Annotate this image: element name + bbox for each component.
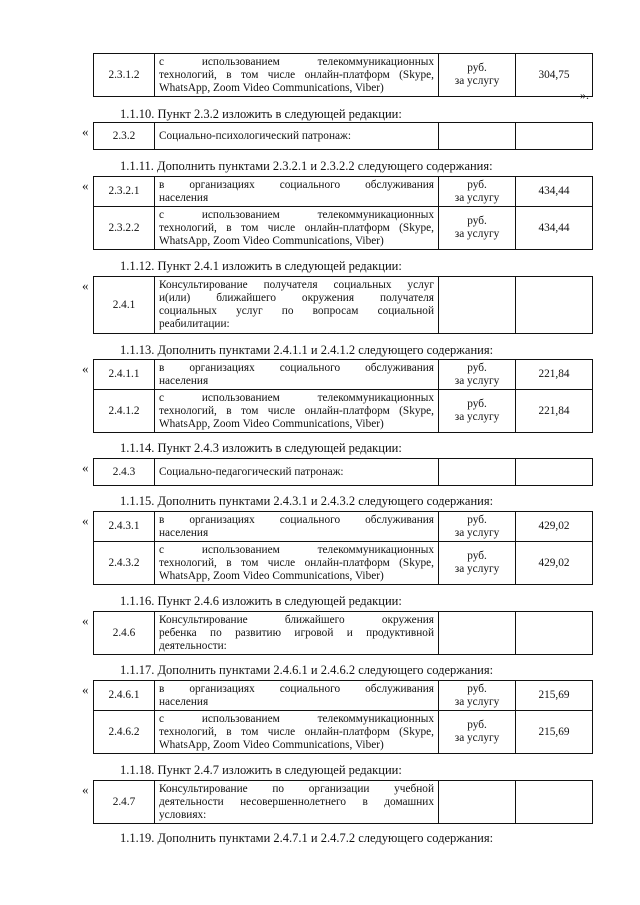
table-row [94, 360, 593, 390]
table-row [94, 711, 593, 754]
description-cell: в организациях социального обслуживания населения [155, 512, 439, 542]
opening-quote: « [82, 460, 89, 475]
paragraph-1-1-17: 1.1.17. Дополнить пунктами 2.4.6.1 и 2.4.6.2 следующего содержания: [120, 663, 494, 677]
price-cell: 429,02 [516, 542, 593, 585]
table-rows-2-3-2 [93, 176, 593, 250]
description-cell: Социально-педагогический патронаж: [155, 459, 439, 486]
code-cell: 2.4.1 [94, 277, 155, 334]
table-row [94, 512, 593, 542]
paragraph-1-1-19: 1.1.19. Дополнить пунктами 2.4.7.1 и 2.4.7.2 следующего содержания: [120, 831, 494, 845]
code-cell: 2.3.2 [94, 123, 155, 150]
unit-cell: руб. за услугу [439, 360, 516, 390]
description-cell: Консультирование по организации учебной деятельности несовершеннолетнего в домашних условиях: [155, 781, 439, 824]
table-row [94, 390, 593, 433]
description-cell: с использованием телекоммуникационных технологий, в том числе онлайн-платформ (Skype, WhatsApp, Zoom Video Communications, Viber) [155, 542, 439, 585]
unit-cell: руб. за услугу [439, 512, 516, 542]
table-row-2-3-1-2 [93, 53, 593, 97]
opening-quote: « [82, 682, 89, 697]
closing-quote: ». [580, 88, 589, 102]
code-cell: 2.4.6.1 [94, 681, 155, 711]
table-row-2-4-1 [93, 276, 593, 334]
table-rows-2-4-3 [93, 511, 593, 585]
code-cell: 2.3.1.2 [94, 54, 155, 97]
paragraph-1-1-14: 1.1.14. Пункт 2.4.3 изложить в следующей редакции: [120, 441, 402, 455]
table-row-2-3-2 [93, 122, 593, 150]
unit-cell [439, 612, 516, 655]
price-cell: 304,75 [516, 54, 593, 97]
description-cell: Социально-психологический патронаж: [155, 123, 439, 150]
opening-quote: « [82, 124, 89, 139]
code-cell: 2.4.6 [94, 612, 155, 655]
unit-cell [439, 459, 516, 486]
opening-quote: « [82, 782, 89, 797]
opening-quote: « [82, 513, 89, 528]
unit-cell: руб. за услугу [439, 390, 516, 433]
paragraph-1-1-15: 1.1.15. Дополнить пунктами 2.4.3.1 и 2.4.3.2 следующего содержания: [120, 494, 494, 508]
opening-quote: « [82, 278, 89, 293]
description-cell: с использованием телекоммуникационных технологий, в том числе онлайн-платформ (Skype, WhatsApp, Zoom Video Communications, Viber) [155, 711, 439, 754]
paragraph-1-1-12: 1.1.12. Пункт 2.4.1 изложить в следующей редакции: [120, 259, 402, 273]
opening-quote: « [82, 178, 89, 193]
table-row-2-4-3 [93, 458, 593, 486]
description-cell: с использованием телекоммуникационных технологий, в том числе онлайн-платформ (Skype, WhatsApp, Zoom Video Communications, Viber) [155, 207, 439, 250]
price-cell: 434,44 [516, 177, 593, 207]
unit-cell: руб. за услугу [439, 207, 516, 250]
price-cell: 434,44 [516, 207, 593, 250]
description-cell: с использованием телекоммуникационных технологий, в том числе онлайн-платформ (Skype, WhatsApp, Zoom Video Communications, Viber) [155, 54, 439, 97]
code-cell: 2.4.6.2 [94, 711, 155, 754]
unit-cell [439, 123, 516, 150]
table-row [94, 207, 593, 250]
code-cell: 2.4.1.2 [94, 390, 155, 433]
code-cell: 2.4.3 [94, 459, 155, 486]
table-row [94, 681, 593, 711]
table-row-2-4-7 [93, 780, 593, 824]
unit-cell: руб. за услугу [439, 54, 516, 97]
unit-cell [439, 781, 516, 824]
price-cell: 429,02 [516, 512, 593, 542]
unit-cell: руб. за услугу [439, 711, 516, 754]
paragraph-1-1-10: 1.1.10. Пункт 2.3.2 изложить в следующей редакции: [120, 107, 402, 121]
unit-cell: руб. за услугу [439, 542, 516, 585]
paragraph-1-1-11: 1.1.11. Дополнить пунктами 2.3.2.1 и 2.3.2.2 следующего содержания: [120, 159, 493, 173]
paragraph-1-1-16: 1.1.16. Пункт 2.4.6 изложить в следующей редакции: [120, 594, 402, 608]
price-cell [516, 612, 593, 655]
paragraph-1-1-18: 1.1.18. Пункт 2.4.7 изложить в следующей редакции: [120, 763, 402, 777]
price-cell [516, 459, 593, 486]
code-cell: 2.4.3.2 [94, 542, 155, 585]
paragraph-1-1-13: 1.1.13. Дополнить пунктами 2.4.1.1 и 2.4.1.2 следующего содержания: [120, 343, 494, 357]
unit-cell: руб. за услугу [439, 177, 516, 207]
price-cell: 215,69 [516, 711, 593, 754]
code-cell: 2.3.2.2 [94, 207, 155, 250]
price-cell [516, 781, 593, 824]
code-cell: 2.3.2.1 [94, 177, 155, 207]
opening-quote: « [82, 361, 89, 376]
price-cell [516, 277, 593, 334]
table-row [94, 542, 593, 585]
table-row [94, 177, 593, 207]
table-rows-2-4-6 [93, 680, 593, 754]
price-cell [516, 123, 593, 150]
price-cell: 221,84 [516, 390, 593, 433]
price-cell: 221,84 [516, 360, 593, 390]
price-cell: 215,69 [516, 681, 593, 711]
description-cell: Консультирование ближайшего окружения ребенка по развитию игровой и продуктивной деятельности: [155, 612, 439, 655]
code-cell: 2.4.1.1 [94, 360, 155, 390]
description-cell: в организациях социального обслуживания населения [155, 681, 439, 711]
description-cell: Консультирование получателя социальных услуг и(или) ближайшего окружения получателя социальных услуг по вопросам социальной реабилитации: [155, 277, 439, 334]
description-cell: с использованием телекоммуникационных технологий, в том числе онлайн-платформ (Skype, WhatsApp, Zoom Video Communications, Viber) [155, 390, 439, 433]
opening-quote: « [82, 613, 89, 628]
table-row-2-4-6 [93, 611, 593, 655]
description-cell: в организациях социального обслуживания населения [155, 177, 439, 207]
unit-cell: руб. за услугу [439, 681, 516, 711]
code-cell: 2.4.3.1 [94, 512, 155, 542]
table-rows-2-4-1 [93, 359, 593, 433]
code-cell: 2.4.7 [94, 781, 155, 824]
unit-cell [439, 277, 516, 334]
description-cell: в организациях социального обслуживания населения [155, 360, 439, 390]
